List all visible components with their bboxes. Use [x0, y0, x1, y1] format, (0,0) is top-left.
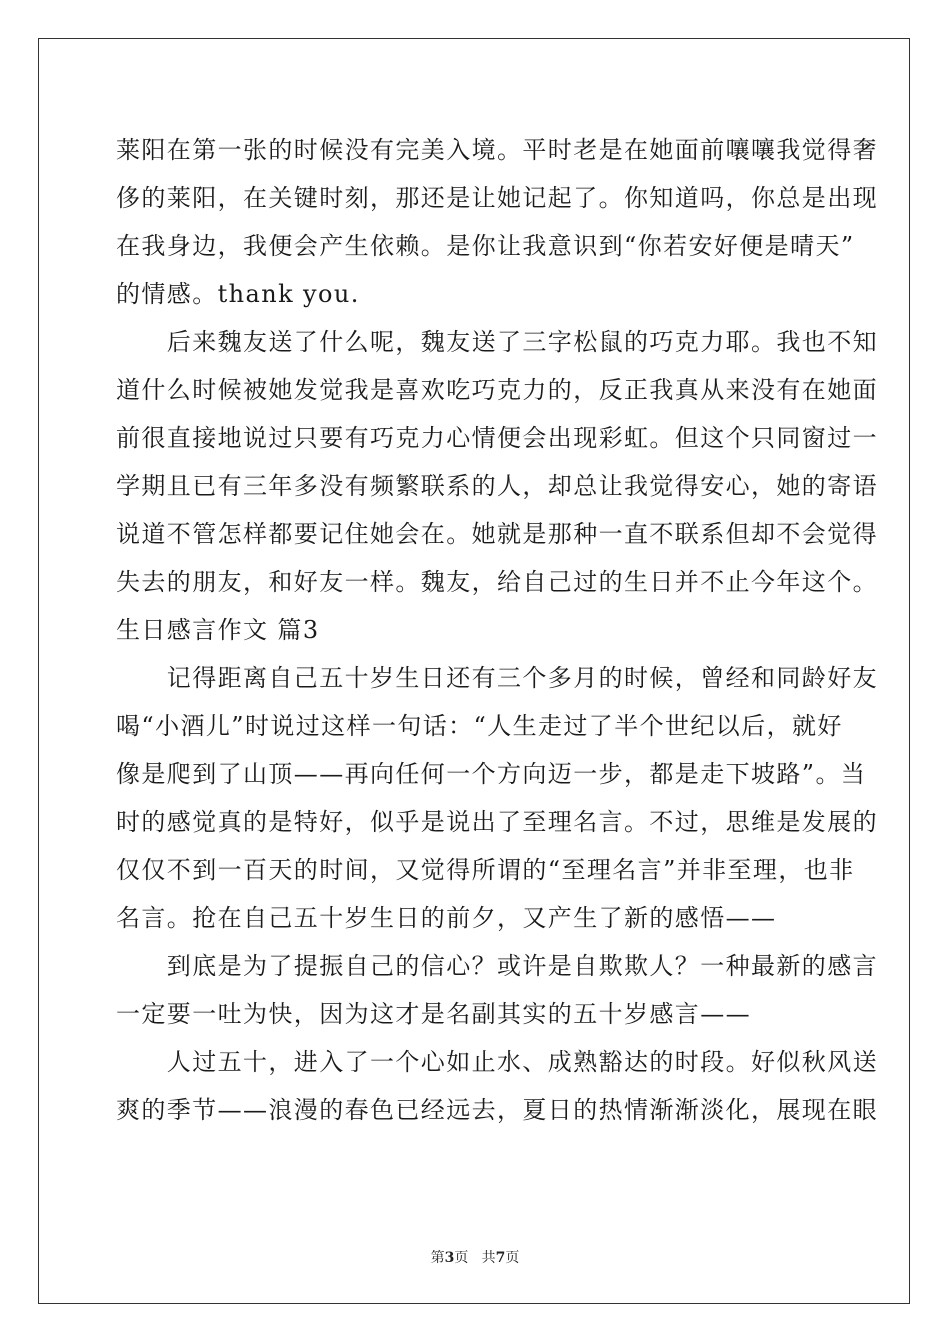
text-line: 说道不管怎样都要记住她会在。她就是那种一直不联系但却不会觉得 — [116, 520, 878, 548]
text-line: 莱阳在第一张的时候没有完美入境。平时老是在她面前嚷嚷我觉得奢 — [116, 136, 878, 164]
text-line: 在我身边，我便会产生依赖。是你让我意识到“你若安好便是晴天” — [116, 232, 855, 260]
text-line: 后来魏友送了什么呢，魏友送了三字松鼠的巧克力耶。我也不知 — [116, 328, 878, 356]
text-line: 一定要一吐为快，因为这才是名副其实的五十岁感言—— — [116, 1000, 751, 1028]
text-line: 前很直接地说过只要有巧克力心情便会出现彩虹。但这个只同窗过一 — [116, 424, 878, 452]
text-line: 记得距离自己五十岁生日还有三个多月的时候，曾经和同龄好友 — [116, 664, 878, 692]
page-suffix: 页 — [454, 1250, 469, 1266]
text-line: 仅仅不到一百天的时间，又觉得所谓的“至理名言”并非至理，也非 — [116, 856, 855, 884]
current-page-number: 3 — [444, 1250, 455, 1266]
text-line: 侈的莱阳，在关键时刻，那还是让她记起了。你知道吗，你总是出现 — [116, 184, 878, 212]
section-heading: 生日感言作文 篇3 — [116, 616, 320, 644]
page-prefix: 第 — [430, 1250, 445, 1266]
text-line: 名言。抢在自己五十岁生日的前夕，又产生了新的感悟—— — [116, 904, 777, 932]
text-line: 爽的季节——浪漫的春色已经远去，夏日的热情渐渐淡化，展现在眼 — [116, 1096, 878, 1124]
text-line: 的情感。thank you. — [116, 280, 360, 308]
text-line: 失去的朋友，和好友一样。魏友，给自己过的生日并不止今年这个。 — [116, 568, 878, 596]
page-footer — [0, 1247, 950, 1267]
total-suffix: 页 — [505, 1250, 520, 1266]
text-line: 道什么时候被她发觉我是喜欢吃巧克力的，反正我真从来没有在她面 — [116, 376, 878, 404]
text-line: 喝“小酒儿”时说过这样一句话：“人生走过了半个世纪以后，就好 — [116, 712, 843, 740]
total-prefix: 共 — [481, 1250, 496, 1266]
text-line: 到底是为了提振自己的信心？或许是自欺欺人？一种最新的感言 — [116, 952, 878, 980]
text-line: 时的感觉真的是特好，似乎是说出了至理名言。不过，思维是发展的 — [116, 808, 878, 836]
text-line: 像是爬到了山顶——再向任何一个方向迈一步，都是走下坡路”。当 — [116, 760, 867, 788]
text-line: 学期且已有三年多没有频繁联系的人，却总让我觉得安心，她的寄语 — [116, 472, 878, 500]
document-body — [116, 126, 878, 1134]
total-page-count: 7 — [495, 1250, 506, 1266]
text-line: 人过五十，进入了一个心如止水、成熟豁达的时段。好似秋风送 — [116, 1048, 878, 1076]
